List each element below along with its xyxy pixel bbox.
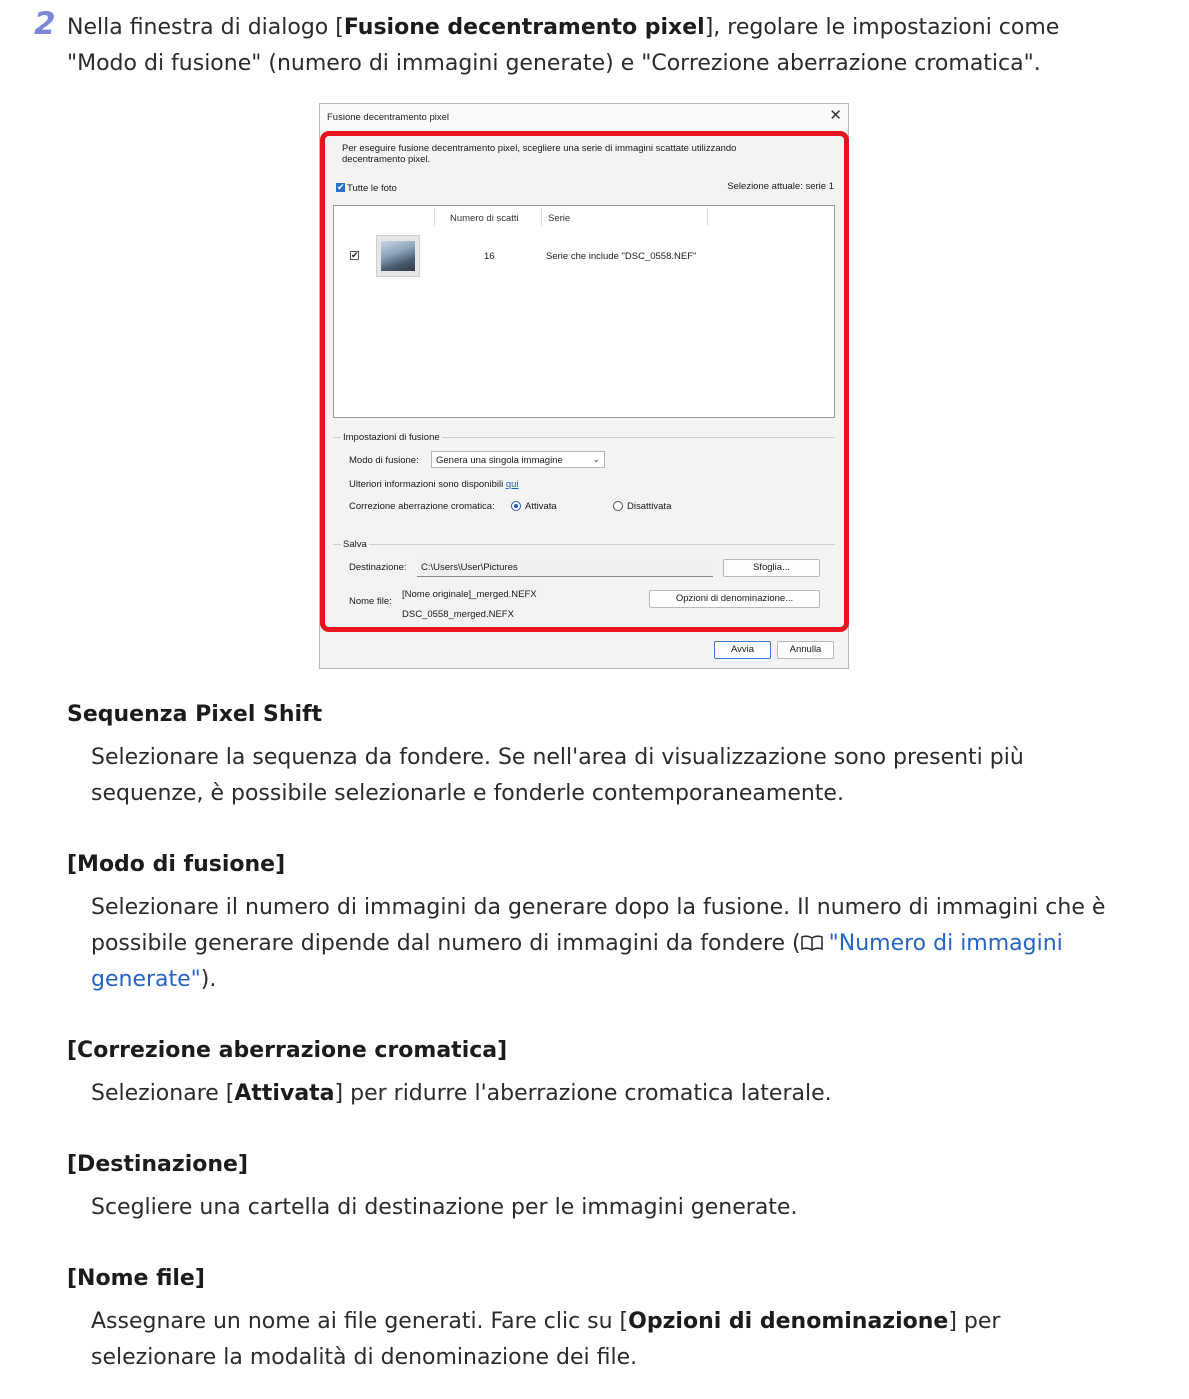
column-header-count[interactable]: Numero di scatti <box>450 213 519 224</box>
desc-destination: Scegliere una cartella di destinazione per le immagini generate. <box>91 1195 798 1220</box>
term-chromatic-aberration: [Correzione aberrazione cromatica] <box>67 1038 508 1063</box>
desc-chromatic-aberration <box>91 1076 1131 1112</box>
desc-ca-post: ] per ridurre l'aberrazione cromatica laterale. <box>334 1081 832 1106</box>
more-info-text: Ulteriori informazioni sono disponibili <box>349 479 504 490</box>
merge-mode-label: Modo di fusione: <box>349 455 419 466</box>
ca-off-label: Disattivata <box>627 501 672 512</box>
intro-text-pre: Nella finestra di dialogo [ <box>67 15 344 40</box>
desc-file-name-post: ] per selezionare la modalità di denominazione dei file. <box>91 1309 1001 1370</box>
desc-merge-mode <box>91 890 1131 998</box>
chevron-down-icon: ⌄ <box>592 454 600 464</box>
save-group-title: Salva <box>343 539 367 550</box>
ca-off-radio[interactable] <box>613 501 623 511</box>
dialog-description: Per eseguire fusione decentramento pixel, scegliere una serie di immagini scattate utilizzando decentramento pixel. <box>342 143 737 165</box>
column-separator <box>541 208 542 226</box>
browse-button[interactable]: Sfoglia... <box>723 559 820 577</box>
intro-dialog-name: Fusione decentramento pixel <box>343 15 705 40</box>
destination-field[interactable] <box>417 559 713 577</box>
start-button[interactable]: Avvia <box>714 641 771 659</box>
term-merge-mode: [Modo di fusione] <box>67 852 286 877</box>
row-checkbox[interactable] <box>350 251 359 260</box>
destination-label: Destinazione: <box>349 562 407 573</box>
check-icon: ✔ <box>351 250 359 260</box>
building-photo-icon <box>381 241 415 271</box>
filename-example: DSC_0558_merged.NEFX <box>402 609 514 620</box>
all-photos-checkbox[interactable] <box>336 183 345 192</box>
desc-file-name-bold: Opzioni di denominazione <box>628 1309 949 1334</box>
more-info-link[interactable]: qui <box>505 479 519 490</box>
column-separator <box>434 208 435 226</box>
term-file-name: [Nome file] <box>67 1266 205 1291</box>
check-icon: ✔ <box>337 182 345 192</box>
term-destination: [Destinazione] <box>67 1152 248 1177</box>
desc-merge-mode-post: ). <box>200 967 217 992</box>
merge-mode-select[interactable] <box>431 451 605 468</box>
desc-ca-bold: Attivata <box>234 1081 335 1106</box>
merge-mode-value: Genera una singola immagine <box>436 455 563 466</box>
step-instruction <box>67 10 1127 82</box>
dialog-titlebar <box>320 104 848 130</box>
filename-pattern: [Nome originale]_merged.NEFX <box>402 589 537 600</box>
ca-label: Correzione aberrazione cromatica: <box>349 501 495 512</box>
book-icon <box>801 935 823 951</box>
all-photos-label: Tutte le foto <box>347 183 397 194</box>
intro-text-post: ], regolare le impostazioni come "Modo di fusione" (numero di immagini generate) e "Correzione aberrazione cromatica". <box>67 15 1060 76</box>
step-number: 2 <box>34 6 56 42</box>
close-icon[interactable]: ✕ <box>829 107 842 124</box>
current-selection: Selezione attuale: serie 1 <box>727 181 834 192</box>
row-shot-count: 16 <box>484 251 495 262</box>
column-header-series[interactable]: Serie <box>548 213 571 224</box>
cancel-button[interactable]: Annulla <box>777 641 834 659</box>
generated-images-link[interactable]: "Numero di immagini generate" <box>91 931 1063 992</box>
row-series-name: Serie che include "DSC_0558.NEF" <box>546 251 697 262</box>
ca-on-label: Attivata <box>525 501 557 512</box>
series-list[interactable] <box>333 205 835 418</box>
desc-file-name-pre: Assegnare un nome ai file generati. Fare clic su [ <box>91 1309 629 1334</box>
desc-pixel-shift-sequence: Selezionare la sequenza da fondere. Se nell'area di visualizzazione sono presenti più sequenze, è possibile selezionarle e fonderle contemporaneamente. <box>91 745 1024 806</box>
destination-value: C:\Users\User\Pictures <box>421 562 518 573</box>
naming-options-button[interactable]: Opzioni di denominazione... <box>649 590 820 608</box>
filename-label: Nome file: <box>349 596 392 607</box>
more-info <box>349 479 519 490</box>
dialog-title: Fusione decentramento pixel <box>327 112 449 123</box>
series-thumbnail <box>376 235 420 277</box>
column-separator <box>707 208 708 226</box>
term-pixel-shift-sequence: Sequenza Pixel Shift <box>67 702 323 727</box>
ca-on-radio[interactable] <box>511 501 521 511</box>
desc-file-name <box>91 1304 1131 1376</box>
desc-ca-pre: Selezionare [ <box>91 1081 235 1106</box>
merge-settings-title: Impostazioni di fusione <box>343 432 440 443</box>
desc-merge-mode-pre: Selezionare il numero di immagini da generare dopo la fusione. Il numero di immagini che è possibile generare dipende dal numero di immagini da fondere ( <box>91 895 1106 956</box>
pixel-shift-merge-dialog <box>319 103 849 669</box>
